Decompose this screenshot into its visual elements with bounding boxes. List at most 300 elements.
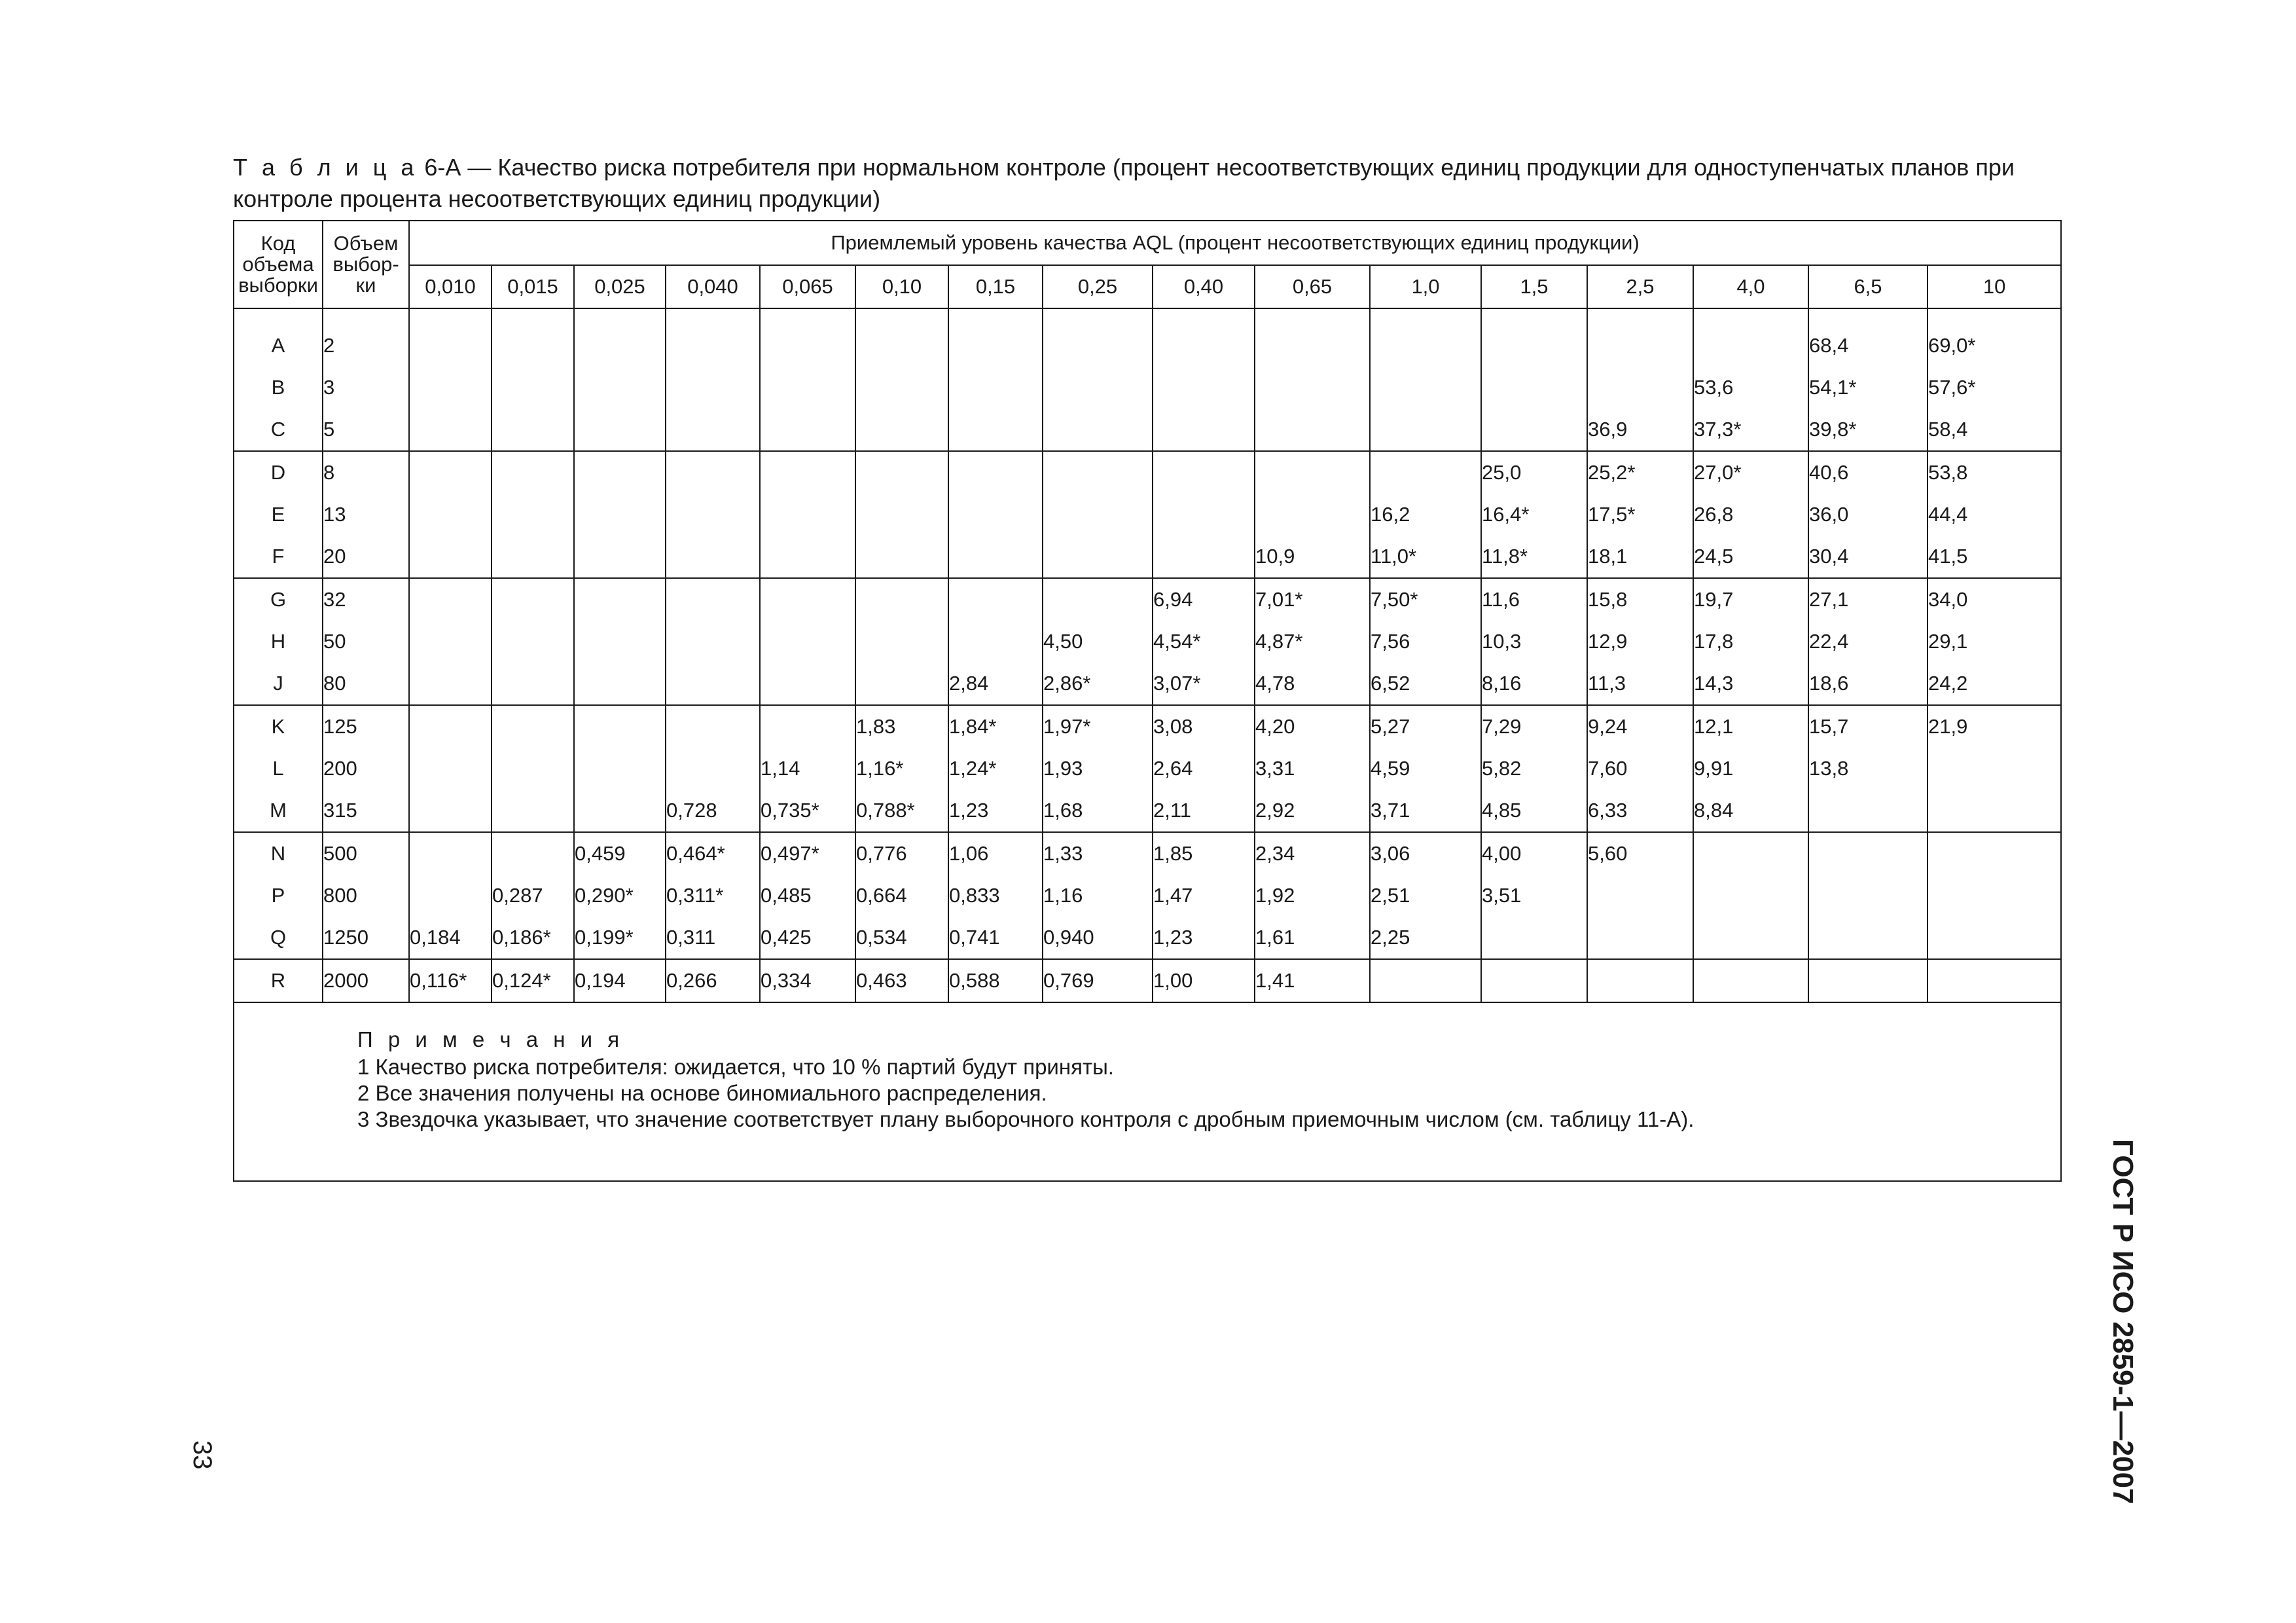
sample-size-code: A bbox=[234, 325, 323, 367]
table-cell bbox=[492, 790, 574, 832]
table-cell bbox=[1928, 790, 2061, 832]
table-cell: 12,9 bbox=[1587, 621, 1693, 663]
table-row bbox=[234, 705, 2061, 748]
table-cell: 9,24 bbox=[1587, 705, 1693, 748]
sample-size: 5 bbox=[323, 409, 409, 451]
table-cell bbox=[1587, 367, 1693, 409]
table-cell: 11,6 bbox=[1481, 578, 1587, 621]
table-cell bbox=[760, 451, 855, 494]
table-cell: 1,14 bbox=[760, 748, 855, 790]
table-cell: 17,8 bbox=[1693, 621, 1808, 663]
table-cell: 37,3* bbox=[1693, 409, 1808, 451]
table-cell bbox=[409, 451, 492, 494]
table-cell: 21,9 bbox=[1928, 705, 2061, 748]
table-cell bbox=[948, 578, 1043, 621]
table-cell: 0,833 bbox=[948, 875, 1043, 917]
table-cell: 1,92 bbox=[1255, 875, 1370, 917]
table-cell bbox=[948, 325, 1043, 367]
table-cell bbox=[574, 367, 666, 409]
table-cell bbox=[574, 536, 666, 578]
table-cell bbox=[1043, 451, 1153, 494]
table-cell: 1,41 bbox=[1255, 959, 1370, 1002]
table-cell bbox=[948, 409, 1043, 451]
table-cell: 7,60 bbox=[1587, 748, 1693, 790]
table-cell: 5,27 bbox=[1370, 705, 1481, 748]
table-cell: 0,534 bbox=[855, 917, 948, 959]
table-cell: 1,93 bbox=[1043, 748, 1153, 790]
table-cell bbox=[574, 494, 666, 536]
table-cell bbox=[1808, 917, 1928, 959]
table-cell: 1,68 bbox=[1043, 790, 1153, 832]
table-cell bbox=[409, 578, 492, 621]
table-cell: 0,459 bbox=[574, 832, 666, 875]
table-cell: 29,1 bbox=[1928, 621, 2061, 663]
table-row bbox=[234, 621, 2061, 663]
table-cell bbox=[1153, 409, 1255, 451]
table-cell: 0,769 bbox=[1043, 959, 1153, 1002]
table-cell: 24,5 bbox=[1693, 536, 1808, 578]
table-row bbox=[234, 959, 2061, 1002]
table-cell bbox=[855, 367, 948, 409]
table-cell bbox=[1808, 790, 1928, 832]
page-number: 33 bbox=[188, 1440, 217, 1470]
table-cell: 0,287 bbox=[492, 875, 574, 917]
table-cell bbox=[1928, 748, 2061, 790]
sample-size-code: M bbox=[234, 790, 323, 832]
table-cell bbox=[574, 705, 666, 748]
table-cell: 0,116* bbox=[409, 959, 492, 1002]
table-cell bbox=[409, 790, 492, 832]
table-row bbox=[234, 494, 2061, 536]
table-cell bbox=[1153, 451, 1255, 494]
table-cell bbox=[1255, 367, 1370, 409]
aql-level-header: 0,25 bbox=[1043, 265, 1153, 308]
table-cell bbox=[574, 451, 666, 494]
table-row bbox=[234, 367, 2061, 409]
table-cell: 4,54* bbox=[1153, 621, 1255, 663]
table-cell: 0,788* bbox=[855, 790, 948, 832]
table-cell bbox=[1808, 959, 1928, 1002]
sample-size-code: Q bbox=[234, 917, 323, 959]
table-cell bbox=[666, 325, 760, 367]
table-cell: 0,485 bbox=[760, 875, 855, 917]
table-cell: 39,8* bbox=[1808, 409, 1928, 451]
table-cell bbox=[1370, 325, 1481, 367]
sample-size-code: F bbox=[234, 536, 323, 578]
table-cell bbox=[492, 578, 574, 621]
table-cell: 1,16* bbox=[855, 748, 948, 790]
table-cell: 58,4 bbox=[1928, 409, 2061, 451]
table-cell: 6,94 bbox=[1153, 578, 1255, 621]
aql-level-header: 0,15 bbox=[948, 265, 1043, 308]
table-cell bbox=[492, 705, 574, 748]
table-cell: 0,940 bbox=[1043, 917, 1153, 959]
table-cell: 2,25 bbox=[1370, 917, 1481, 959]
table-cell bbox=[948, 494, 1043, 536]
sample-size: 200 bbox=[323, 748, 409, 790]
table-cell: 0,311 bbox=[666, 917, 760, 959]
notes-title: П р и м е ч а н и я bbox=[357, 1027, 624, 1051]
col-code-header: Код объема выборки bbox=[234, 221, 323, 308]
table-cell: 36,9 bbox=[1587, 409, 1693, 451]
table-cell: 4,78 bbox=[1255, 663, 1370, 705]
sample-size-code: K bbox=[234, 705, 323, 748]
table-cell: 0,497* bbox=[760, 832, 855, 875]
sample-size: 2 bbox=[323, 325, 409, 367]
table-cell bbox=[855, 494, 948, 536]
table-cell bbox=[1481, 917, 1587, 959]
table-cell: 1,24* bbox=[948, 748, 1043, 790]
table-cell bbox=[574, 663, 666, 705]
table-row bbox=[234, 748, 2061, 790]
table-cell: 1,06 bbox=[948, 832, 1043, 875]
table-cell: 1,33 bbox=[1043, 832, 1153, 875]
table-cell: 0,124* bbox=[492, 959, 574, 1002]
table-cell: 9,91 bbox=[1693, 748, 1808, 790]
table-cell: 27,0* bbox=[1693, 451, 1808, 494]
table-cell: 16,4* bbox=[1481, 494, 1587, 536]
table-body bbox=[234, 308, 2061, 1002]
table-cell bbox=[1043, 409, 1153, 451]
table-cell: 41,5 bbox=[1928, 536, 2061, 578]
table-cell: 24,2 bbox=[1928, 663, 2061, 705]
aql-level-header: 1,0 bbox=[1370, 265, 1481, 308]
table-cell bbox=[409, 832, 492, 875]
sample-size-code: G bbox=[234, 578, 323, 621]
table-row bbox=[234, 578, 2061, 621]
table-cell: 13,8 bbox=[1808, 748, 1928, 790]
table-cell bbox=[855, 451, 948, 494]
table-cell bbox=[948, 621, 1043, 663]
table-cell bbox=[492, 494, 574, 536]
table-cell bbox=[1255, 325, 1370, 367]
table-row bbox=[234, 325, 2061, 367]
table-cell bbox=[492, 621, 574, 663]
sample-size-code: J bbox=[234, 663, 323, 705]
sample-size: 50 bbox=[323, 621, 409, 663]
table-cell bbox=[1928, 917, 2061, 959]
notes-block bbox=[357, 1027, 2033, 1133]
table-cell: 4,59 bbox=[1370, 748, 1481, 790]
table-cell: 16,2 bbox=[1370, 494, 1481, 536]
sample-size-code: B bbox=[234, 367, 323, 409]
sample-size-code: C bbox=[234, 409, 323, 451]
table-cell: 69,0* bbox=[1928, 325, 2061, 367]
table-cell bbox=[1370, 367, 1481, 409]
table-cell: 18,1 bbox=[1587, 536, 1693, 578]
table-cell: 7,01* bbox=[1255, 578, 1370, 621]
table-cell: 4,50 bbox=[1043, 621, 1153, 663]
table-cell bbox=[666, 621, 760, 663]
table-cell: 0,194 bbox=[574, 959, 666, 1002]
table-cell bbox=[409, 409, 492, 451]
table-cell bbox=[1481, 409, 1587, 451]
table-cell bbox=[666, 705, 760, 748]
table-cell: 3,51 bbox=[1481, 875, 1587, 917]
sample-size: 315 bbox=[323, 790, 409, 832]
table-cell: 7,50* bbox=[1370, 578, 1481, 621]
table-cell bbox=[1255, 451, 1370, 494]
table-cell: 11,3 bbox=[1587, 663, 1693, 705]
note-item: 3 Звездочка указывает, что значение соответствует плану выборочного контроля с дробным приемочным числом (см. таблицу 11-А). bbox=[357, 1107, 1695, 1131]
table-cell bbox=[574, 325, 666, 367]
table-cell: 1,85 bbox=[1153, 832, 1255, 875]
table-cell: 17,5* bbox=[1587, 494, 1693, 536]
table-cell: 6,33 bbox=[1587, 790, 1693, 832]
table-cell: 0,735* bbox=[760, 790, 855, 832]
table-cell: 1,16 bbox=[1043, 875, 1153, 917]
table-cell: 1,97* bbox=[1043, 705, 1153, 748]
table-cell bbox=[855, 663, 948, 705]
table-row bbox=[234, 917, 2061, 959]
sample-size: 125 bbox=[323, 705, 409, 748]
caption-label: Т а б л и ц а bbox=[233, 154, 418, 181]
table-cell bbox=[409, 325, 492, 367]
table-cell: 34,0 bbox=[1928, 578, 2061, 621]
table-cell: 44,4 bbox=[1928, 494, 2061, 536]
table-cell: 18,6 bbox=[1808, 663, 1928, 705]
table-cell: 2,64 bbox=[1153, 748, 1255, 790]
table-cell: 30,4 bbox=[1808, 536, 1928, 578]
table-row bbox=[234, 536, 2061, 578]
table-cell: 11,8* bbox=[1481, 536, 1587, 578]
table-cell: 14,3 bbox=[1693, 663, 1808, 705]
table-cell: 7,29 bbox=[1481, 705, 1587, 748]
table-cell: 0,776 bbox=[855, 832, 948, 875]
sample-size-code: P bbox=[234, 875, 323, 917]
table-cell bbox=[1153, 536, 1255, 578]
table-cell bbox=[1043, 536, 1153, 578]
table-cell: 36,0 bbox=[1808, 494, 1928, 536]
table-cell bbox=[760, 367, 855, 409]
table-cell bbox=[1370, 451, 1481, 494]
sample-size: 80 bbox=[323, 663, 409, 705]
table-cell bbox=[760, 325, 855, 367]
table-cell: 0,290* bbox=[574, 875, 666, 917]
table-cell bbox=[760, 705, 855, 748]
table-cell bbox=[492, 663, 574, 705]
sample-size-code: R bbox=[234, 959, 323, 1002]
table-cell bbox=[1928, 832, 2061, 875]
table-cell bbox=[1693, 875, 1808, 917]
table-cell: 0,199* bbox=[574, 917, 666, 959]
table-cell bbox=[1587, 875, 1693, 917]
table-cell bbox=[855, 621, 948, 663]
table-cell: 0,334 bbox=[760, 959, 855, 1002]
table-cell bbox=[492, 536, 574, 578]
table-cell bbox=[666, 748, 760, 790]
table-cell bbox=[1928, 959, 2061, 1002]
table-cell: 2,34 bbox=[1255, 832, 1370, 875]
table-cell bbox=[409, 621, 492, 663]
table-cell bbox=[409, 536, 492, 578]
aql-level-header: 0,065 bbox=[760, 265, 855, 308]
table-row bbox=[234, 875, 2061, 917]
table-cell bbox=[1693, 832, 1808, 875]
table-cell: 68,4 bbox=[1808, 325, 1928, 367]
table-cell bbox=[1693, 917, 1808, 959]
table-cell bbox=[760, 409, 855, 451]
table-cell: 0,728 bbox=[666, 790, 760, 832]
table-cell: 12,1 bbox=[1693, 705, 1808, 748]
table-cell bbox=[1043, 367, 1153, 409]
table-cell bbox=[1043, 578, 1153, 621]
sample-size: 13 bbox=[323, 494, 409, 536]
table-row bbox=[234, 790, 2061, 832]
table-cell: 3,31 bbox=[1255, 748, 1370, 790]
table-cell bbox=[760, 536, 855, 578]
aql-level-header: 1,5 bbox=[1481, 265, 1587, 308]
table-cell: 0,463 bbox=[855, 959, 948, 1002]
table-cell: 19,7 bbox=[1693, 578, 1808, 621]
table-row bbox=[234, 663, 2061, 705]
table-cell bbox=[1370, 409, 1481, 451]
table-cell: 25,0 bbox=[1481, 451, 1587, 494]
aql-level-header: 0,015 bbox=[492, 265, 574, 308]
table-cell: 0,184 bbox=[409, 917, 492, 959]
table-cell bbox=[492, 409, 574, 451]
sample-size-code: E bbox=[234, 494, 323, 536]
aql-levels-row bbox=[234, 265, 2061, 308]
table-cell: 2,51 bbox=[1370, 875, 1481, 917]
table-cell: 4,85 bbox=[1481, 790, 1587, 832]
table-cell bbox=[1587, 959, 1693, 1002]
caption-text: 6-А — Качество риска потребителя при нормальном контроле (процент несоответствующих единиц продукции для одноступенчатых планов при контроле процента несоответствующих единиц продукции) bbox=[233, 154, 2015, 212]
table-cell: 0,425 bbox=[760, 917, 855, 959]
table-cell bbox=[855, 536, 948, 578]
sample-size-code: H bbox=[234, 621, 323, 663]
table-cell bbox=[492, 748, 574, 790]
table-cell bbox=[409, 705, 492, 748]
table-cell bbox=[574, 409, 666, 451]
table-cell bbox=[1481, 959, 1587, 1002]
aql-level-header: 0,040 bbox=[666, 265, 760, 308]
table-cell bbox=[1153, 325, 1255, 367]
table-row bbox=[234, 409, 2061, 451]
table-cell bbox=[574, 790, 666, 832]
table-cell: 53,6 bbox=[1693, 367, 1808, 409]
table-cell: 8,16 bbox=[1481, 663, 1587, 705]
table-cell: 1,23 bbox=[948, 790, 1043, 832]
table-cell: 57,6* bbox=[1928, 367, 2061, 409]
table-cell: 0,741 bbox=[948, 917, 1043, 959]
sample-size: 1250 bbox=[323, 917, 409, 959]
table-cell: 2,84 bbox=[948, 663, 1043, 705]
table-row bbox=[234, 451, 2061, 494]
table-cell: 0,266 bbox=[666, 959, 760, 1002]
sample-size: 500 bbox=[323, 832, 409, 875]
table-cell bbox=[1808, 875, 1928, 917]
table-cell: 22,4 bbox=[1808, 621, 1928, 663]
table-cell: 2,86* bbox=[1043, 663, 1153, 705]
table-cell bbox=[855, 325, 948, 367]
aql-table bbox=[233, 220, 2062, 1003]
table-cell bbox=[1928, 875, 2061, 917]
table-cell bbox=[1808, 832, 1928, 875]
table-cell: 1,83 bbox=[855, 705, 948, 748]
sample-size-code: L bbox=[234, 748, 323, 790]
table-cell bbox=[666, 494, 760, 536]
table-cell bbox=[666, 367, 760, 409]
table-cell bbox=[1481, 325, 1587, 367]
table-cell: 2,92 bbox=[1255, 790, 1370, 832]
table-cell: 4,00 bbox=[1481, 832, 1587, 875]
table-cell bbox=[948, 367, 1043, 409]
table-cell bbox=[666, 451, 760, 494]
table-cell: 3,07* bbox=[1153, 663, 1255, 705]
table-cell bbox=[409, 748, 492, 790]
table-cell bbox=[666, 409, 760, 451]
table-cell bbox=[492, 367, 574, 409]
note-item: 2 Все значения получены на основе биномиального распределения. bbox=[357, 1081, 1047, 1105]
aql-level-header: 0,10 bbox=[855, 265, 948, 308]
sample-size-code: D bbox=[234, 451, 323, 494]
table-cell bbox=[409, 875, 492, 917]
sample-size: 32 bbox=[323, 578, 409, 621]
table-cell bbox=[492, 325, 574, 367]
table-cell bbox=[492, 451, 574, 494]
table-cell: 1,84* bbox=[948, 705, 1043, 748]
table-cell bbox=[574, 748, 666, 790]
table-cell bbox=[1370, 959, 1481, 1002]
table-cell bbox=[492, 832, 574, 875]
aql-level-header: 0,025 bbox=[574, 265, 666, 308]
aql-level-header: 0,40 bbox=[1153, 265, 1255, 308]
table-cell bbox=[1693, 959, 1808, 1002]
table-cell bbox=[760, 663, 855, 705]
table-caption bbox=[233, 152, 2066, 215]
table-cell bbox=[409, 367, 492, 409]
table-cell: 4,87* bbox=[1255, 621, 1370, 663]
table-cell: 15,8 bbox=[1587, 578, 1693, 621]
table-cell: 0,464* bbox=[666, 832, 760, 875]
table-cell: 2,11 bbox=[1153, 790, 1255, 832]
table-cell: 53,8 bbox=[1928, 451, 2061, 494]
table-cell: 8,84 bbox=[1693, 790, 1808, 832]
table-cell bbox=[666, 578, 760, 621]
table-cell: 27,1 bbox=[1808, 578, 1928, 621]
sample-size: 3 bbox=[323, 367, 409, 409]
table-cell bbox=[1153, 367, 1255, 409]
table-cell bbox=[760, 578, 855, 621]
table-cell: 1,61 bbox=[1255, 917, 1370, 959]
table-cell: 11,0* bbox=[1370, 536, 1481, 578]
table-cell: 1,23 bbox=[1153, 917, 1255, 959]
table-cell: 0,311* bbox=[666, 875, 760, 917]
table-cell bbox=[760, 621, 855, 663]
sample-size: 800 bbox=[323, 875, 409, 917]
table-cell bbox=[409, 663, 492, 705]
table-cell: 26,8 bbox=[1693, 494, 1808, 536]
table-cell: 3,06 bbox=[1370, 832, 1481, 875]
table-cell: 54,1* bbox=[1808, 367, 1928, 409]
table-cell bbox=[760, 494, 855, 536]
aql-level-header: 4,0 bbox=[1693, 265, 1808, 308]
table-cell: 3,71 bbox=[1370, 790, 1481, 832]
table-cell: 10,3 bbox=[1481, 621, 1587, 663]
standard-designation: ГОСТ Р ИСО 2859-1—2007 bbox=[2107, 1139, 2139, 1504]
table-cell bbox=[666, 663, 760, 705]
sample-size: 8 bbox=[323, 451, 409, 494]
table-cell: 5,82 bbox=[1481, 748, 1587, 790]
table-cell: 5,60 bbox=[1587, 832, 1693, 875]
table-cell: 7,56 bbox=[1370, 621, 1481, 663]
table-cell: 0,588 bbox=[948, 959, 1043, 1002]
table-cell bbox=[574, 621, 666, 663]
table-cell bbox=[948, 451, 1043, 494]
sample-size: 2000 bbox=[323, 959, 409, 1002]
table-cell bbox=[1587, 325, 1693, 367]
